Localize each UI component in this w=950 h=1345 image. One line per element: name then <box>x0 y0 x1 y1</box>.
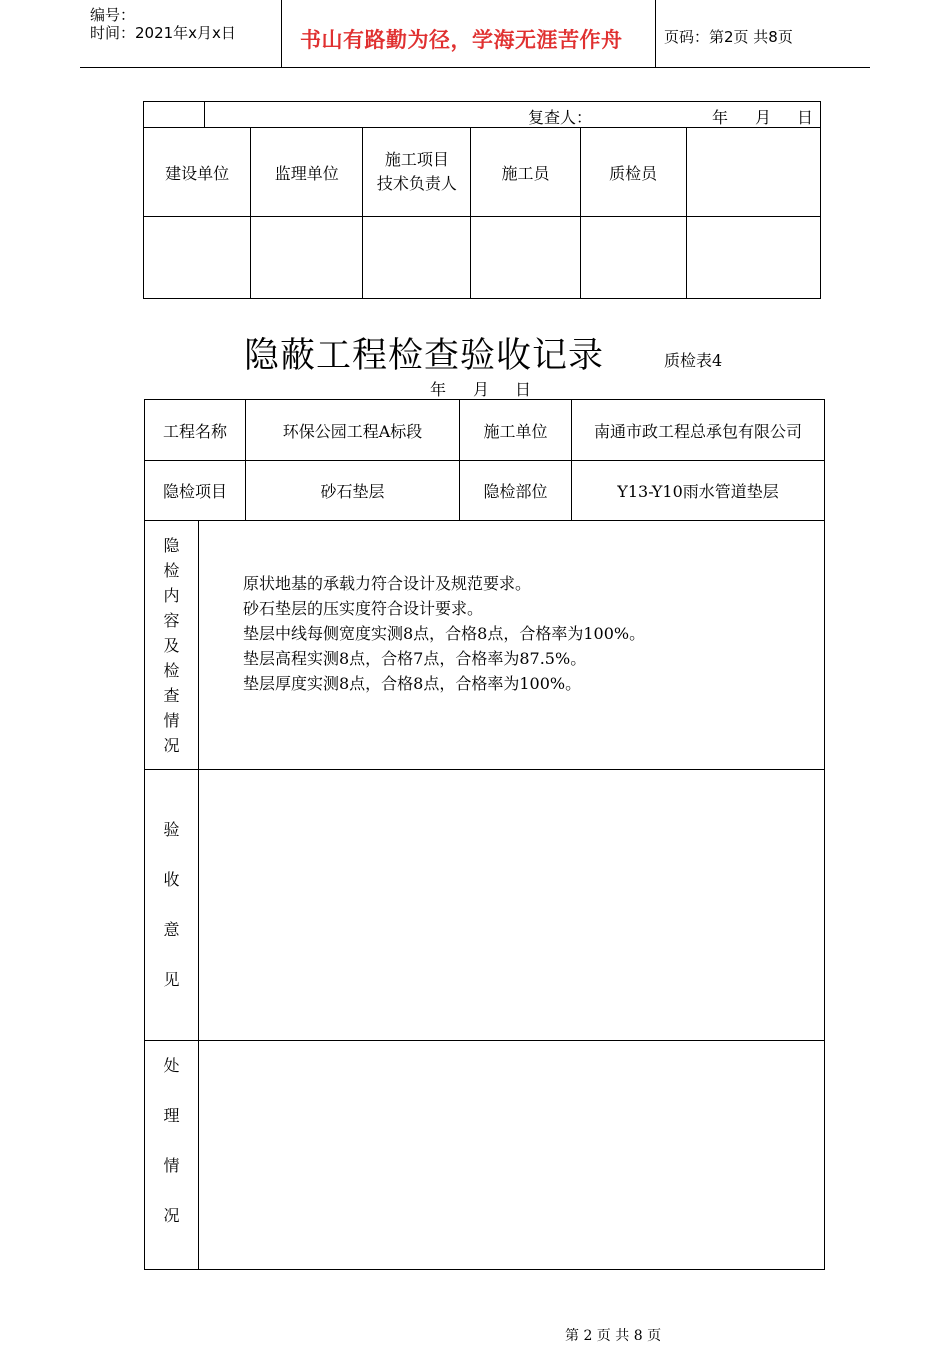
header-blank <box>686 128 820 217</box>
inspection-item-label: 隐检项目 <box>145 461 246 521</box>
content-line: 砂石垫层的压实度符合设计要求。 <box>243 599 484 618</box>
label-char: 检 <box>163 560 180 580</box>
review-month: 月 <box>755 108 772 127</box>
label-char: 情 <box>163 710 180 730</box>
content-line: 垫层厚度实测8点，合格8点，合格率为100%。 <box>243 674 582 693</box>
page-title: 隐蔽工程检查验收记录 <box>244 336 605 376</box>
reviewer-label: 复查人： <box>528 108 593 127</box>
label-char: 查 <box>163 685 180 705</box>
page-indicator: 页码：第2页 共8页 <box>664 28 793 46</box>
review-day: 日 <box>797 108 814 127</box>
sign-cell <box>686 217 820 299</box>
title-date-year: 年 <box>430 380 447 399</box>
inspection-item-value: 砂石垫层 <box>246 461 460 521</box>
signature-table <box>143 101 821 299</box>
content-line: 垫层高程实测8点，合格7点，合格率为87.5%。 <box>243 649 587 668</box>
sign-cell <box>363 217 471 299</box>
label-char: 容 <box>163 610 180 630</box>
footer-page-number: 第 2 页 共 8 页 <box>565 1328 662 1344</box>
label-char: 理 <box>163 1106 180 1125</box>
label-char: 处 <box>163 1056 180 1075</box>
project-name-value: 环保公园工程A标段 <box>246 400 460 461</box>
form-number: 质检表4 <box>664 351 723 370</box>
sign-cell <box>580 217 686 299</box>
label-char: 验 <box>163 820 180 839</box>
label-char: 情 <box>163 1156 180 1175</box>
acceptance-opinion-label <box>145 770 199 1041</box>
label-char: 况 <box>163 1206 180 1225</box>
sign-cell <box>251 217 363 299</box>
inspection-content-label <box>145 521 199 770</box>
handling-status-body <box>199 1041 825 1270</box>
header-supervision-unit: 监理单位 <box>251 128 363 217</box>
label-char: 及 <box>163 635 180 655</box>
contractor-value: 南通市政工程总承包有限公司 <box>572 400 825 461</box>
date-label: 时间：2021年x月x日 <box>90 24 236 42</box>
sign-cell <box>144 217 251 299</box>
inspection-content-body <box>199 521 825 770</box>
header-constructor: 施工员 <box>471 128 580 217</box>
label-char: 内 <box>163 585 180 605</box>
header-construction-unit: 建设单位 <box>144 128 251 217</box>
contractor-label: 施工单位 <box>460 400 572 461</box>
label-char: 见 <box>163 970 180 989</box>
header-slogan: 书山有路勤为径，学海无涯苦作舟 <box>300 28 623 52</box>
label-char: 况 <box>163 735 180 755</box>
handling-status-label <box>145 1041 199 1270</box>
header-bottom-rule <box>80 67 870 68</box>
label-char: 意 <box>163 920 180 939</box>
record-table <box>144 399 825 1270</box>
inspection-location-value: Y13-Y10雨水管道垫层 <box>572 461 825 521</box>
sign-cell <box>471 217 580 299</box>
inspection-location-label: 隐检部位 <box>460 461 572 521</box>
header-quality-inspector: 质检员 <box>580 128 686 217</box>
title-date-day: 日 <box>515 380 532 399</box>
title-date-month: 月 <box>473 380 490 399</box>
label-char: 隐 <box>163 535 180 555</box>
review-year: 年 <box>712 108 729 127</box>
content-line: 原状地基的承载力符合设计及规范要求。 <box>243 574 532 593</box>
content-line: 垫层中线每侧宽度实测8点，合格8点，合格率为100%。 <box>243 624 646 643</box>
label-char: 收 <box>163 870 180 889</box>
project-name-label: 工程名称 <box>145 400 246 461</box>
header-divider-right <box>655 0 656 68</box>
acceptance-opinion-body <box>199 770 825 1041</box>
header-project-tech-lead: 施工项目 技术负责人 <box>363 128 471 217</box>
header-divider-left <box>281 0 282 68</box>
doc-number-label: 编号： <box>90 6 136 24</box>
reviewer-row <box>144 102 821 128</box>
label-char: 检 <box>163 660 180 680</box>
